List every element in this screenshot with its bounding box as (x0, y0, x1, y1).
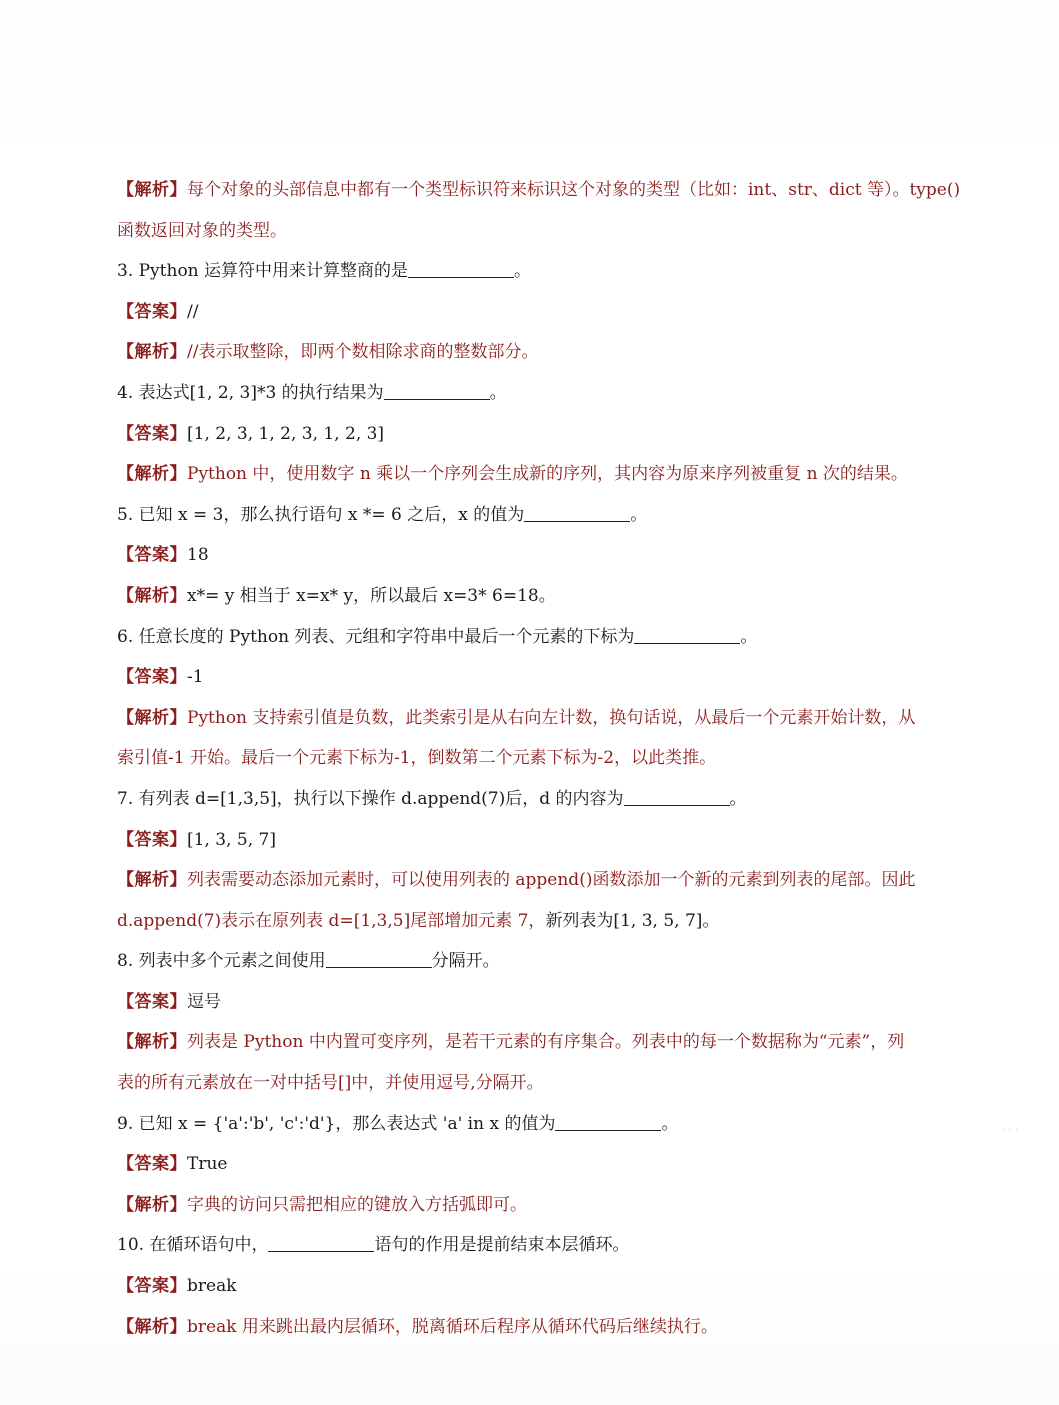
analysis-text: //表示取整除，即两个数相除求商的整数部分。 (187, 342, 539, 363)
answer-blank (634, 625, 740, 644)
answer-blank (624, 787, 730, 806)
analysis-line (117, 1307, 962, 1348)
analysis-text: x*= y 相当于 x=x* y，所以最后 x=3* 6=18。 (187, 585, 556, 606)
question-7 (117, 779, 962, 820)
analysis-line (117, 170, 962, 211)
answer-text: // (187, 301, 199, 322)
analysis-text: d.append(7)表示在原列表 d=[1,3,5]尾部增加元素 7， (117, 910, 546, 931)
document-body (117, 170, 962, 1347)
answer-text: -1 (187, 667, 204, 688)
margin-mark: · · · (1002, 1125, 1018, 1136)
answer-line (117, 1144, 962, 1185)
answer-blank (268, 1233, 374, 1252)
question-text: 5. 已知 x = 3，那么执行语句 x *= 6 之后，x 的值为 (117, 504, 525, 525)
question-end: 分隔开。 (431, 951, 500, 972)
answer-blank (408, 259, 514, 278)
answer-blank (326, 949, 432, 968)
analysis-line (117, 576, 962, 617)
question-6 (117, 617, 962, 658)
answer-text: [1, 2, 3, 1, 2, 3, 1, 2, 3] (187, 423, 385, 444)
analysis-text: 列表需要动态添加元素时，可以使用列表的 append()函数添加一个新的元素到列表的尾部。因此 (187, 870, 916, 891)
question-text: 3. Python 运算符中用来计算整商的是 (117, 261, 409, 282)
answer-text: 逗号 (187, 991, 221, 1012)
analysis-label: 【解析】 (117, 707, 187, 728)
analysis-label: 【解析】 (117, 1316, 187, 1337)
question-end: 。 (489, 382, 507, 403)
answer-label: 【答案】 (117, 667, 187, 688)
analysis-label: 【解析】 (117, 870, 187, 891)
answer-text: break (187, 1276, 237, 1297)
question-5 (117, 495, 962, 536)
answer-blank (524, 503, 630, 522)
analysis-line (117, 901, 962, 942)
analysis-line (117, 1063, 962, 1104)
analysis-text: 表的所有元素放在一对中括号[]中，并使用逗号,分隔开。 (117, 1073, 544, 1094)
answer-label: 【答案】 (117, 991, 187, 1012)
analysis-text: 索引值-1 开始。最后一个元素下标为-1，倒数第二个元素下标为-2，以此类推。 (117, 748, 717, 769)
answer-text: [1, 3, 5, 7] (187, 829, 276, 850)
question-10 (117, 1225, 962, 1266)
analysis-text: Python 中，使用数字 n 乘以一个序列会生成新的序列，其内容为原来序列被重复 n 次的结果。 (187, 464, 908, 485)
question-end: 。 (661, 1113, 679, 1134)
question-3 (117, 251, 962, 292)
question-text: 8. 列表中多个元素之间使用 (117, 951, 326, 972)
question-text: 9. 已知 x = {'a':'b', 'c':'d'}，那么表达式 'a' in x 的值为 (117, 1113, 556, 1134)
answer-line (117, 535, 962, 576)
question-end: 。 (514, 261, 532, 282)
analysis-line (117, 698, 962, 739)
question-text: 10. 在循环语句中， (117, 1235, 269, 1256)
analysis-line (117, 211, 962, 252)
answer-blank (384, 381, 490, 400)
analysis-line (117, 454, 962, 495)
question-8 (117, 941, 962, 982)
analysis-text: 每个对象的头部信息中都有一个类型标识符来标识这个对象的类型（比如：int、str、dict 等）。type() (187, 180, 961, 200)
analysis-line (117, 332, 962, 373)
analysis-text: 字典的访问只需把相应的键放入方括弧即可。 (187, 1194, 527, 1215)
analysis-label: 【解析】 (117, 585, 187, 606)
answer-blank (555, 1112, 661, 1131)
answer-line (117, 657, 962, 698)
question-end: 。 (630, 504, 648, 525)
question-9 (117, 1104, 962, 1145)
analysis-line (117, 1185, 962, 1226)
answer-text: True (187, 1154, 228, 1175)
question-text: 7. 有列表 d=[1,3,5]，执行以下操作 d.append(7)后，d 的内容为 (117, 788, 624, 809)
question-end: 语句的作用是提前结束本层循环。 (374, 1235, 630, 1256)
answer-label: 【答案】 (117, 301, 187, 322)
question-4 (117, 373, 962, 414)
answer-line (117, 820, 962, 861)
answer-line (117, 414, 962, 455)
question-text: 6. 任意长度的 Python 列表、元组和字符串中最后一个元素的下标为 (117, 626, 635, 647)
answer-label: 【答案】 (117, 423, 187, 444)
answer-label: 【答案】 (117, 545, 187, 566)
answer-label: 【答案】 (117, 1276, 187, 1297)
answer-text: 18 (187, 545, 209, 566)
answer-line (117, 982, 962, 1023)
question-end: 。 (729, 788, 747, 809)
analysis-text: 列表是 Python 中内置可变序列，是若干元素的有序集合。列表中的每一个数据称为“元素”，列 (187, 1032, 905, 1053)
analysis-label: 【解析】 (117, 1194, 187, 1215)
analysis-text: 函数返回对象的类型。 (117, 220, 287, 241)
question-text: 4. 表达式[1, 2, 3]*3 的执行结果为 (117, 382, 384, 403)
analysis-line (117, 738, 962, 779)
question-end: 。 (740, 626, 758, 647)
analysis-text: Python 支持索引值是负数，此类索引是从右向左计数，换句话说，从最后一个元素开始计数，从 (187, 707, 916, 728)
analysis-text: break 用来跳出最内层循环，脱离循环后程序从循环代码后继续执行。 (187, 1316, 718, 1337)
answer-line (117, 292, 962, 333)
analysis-label: 【解析】 (117, 1032, 187, 1053)
answer-label: 【答案】 (117, 829, 187, 850)
analysis-label: 【解析】 (117, 342, 187, 363)
analysis-line (117, 1022, 962, 1063)
analysis-line (117, 860, 962, 901)
answer-label: 【答案】 (117, 1154, 187, 1175)
analysis-text: 新列表为[1, 3, 5, 7]。 (545, 910, 720, 931)
analysis-label: 【解析】 (117, 180, 187, 200)
answer-line (117, 1266, 962, 1307)
analysis-label: 【解析】 (117, 464, 187, 485)
